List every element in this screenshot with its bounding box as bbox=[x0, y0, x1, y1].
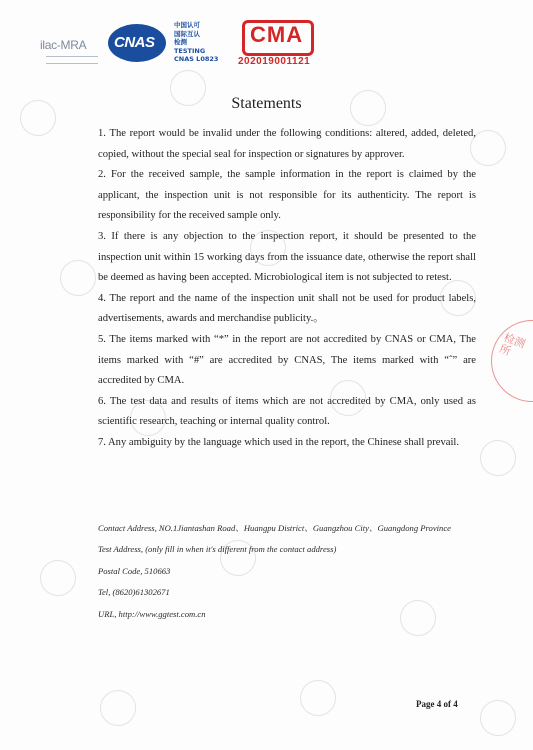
test-address: Test Address, (only fill in when it's different from the contact address) bbox=[98, 544, 337, 555]
telephone: Tel, (8620)61302671 bbox=[98, 587, 170, 598]
seal-text: 检测所 bbox=[497, 330, 527, 359]
contact-address: Contact Address, NO.1Jiantashan Road、Huangpu District、Guangzhou City、Guangdong Province bbox=[98, 523, 451, 533]
ilac-mra-logo bbox=[40, 26, 102, 66]
cnas-label: CNAS bbox=[114, 34, 155, 51]
testing-line: 中国认可 bbox=[174, 21, 200, 29]
watermark-mark bbox=[473, 433, 522, 482]
statement-item: 4. The report and the name of the inspection unit shall not be used for product labels, advertisements, awards and merchandise publicity.。 bbox=[98, 292, 476, 325]
ilac-mra-underline bbox=[46, 56, 98, 64]
statement-item: 5. The items marked with “*” in the report are not accredited by CNAS or CMA, The items marked with “#” are accredited by CNAS, The items marked with “ˆ” are accredited by CMA. bbox=[98, 333, 476, 387]
cma-label: CMA bbox=[250, 22, 304, 47]
testing-line: TESTING bbox=[174, 46, 206, 55]
watermark-mark bbox=[33, 553, 82, 602]
ilac-mra-label: ilac-MRA bbox=[40, 38, 87, 52]
page-number: Page 4 of 4 bbox=[416, 699, 458, 709]
postal-code: Postal Code, 510663 bbox=[98, 565, 171, 576]
testing-line: 国际互认 bbox=[174, 29, 200, 38]
testing-accreditation-text bbox=[174, 21, 234, 64]
accreditation-logos bbox=[40, 18, 360, 70]
statement-item: 1. The report would be invalid under the following conditions: altered, added, deleted, copied, without the special seal for inspection or signatures by approver. bbox=[98, 128, 476, 160]
page-title: Statements bbox=[231, 95, 302, 112]
statement-item: 2. For the received sample, the sample information in the report is claimed by the applicant, the inspection unit is not responsible for its authenticity. The report is responsibility for the received sample only. bbox=[98, 169, 476, 222]
statement-item: 3. If there is any objection to the inspection report, it should be presented to the inspection unit within 15 working days from the issuance date, otherwise the report shall be deemed as having been accepted. Microbiological item is not subjected to retest. bbox=[98, 230, 476, 284]
cnas-logo bbox=[108, 20, 168, 64]
statements-list bbox=[98, 124, 476, 454]
testing-line: CNAS L0823 bbox=[174, 55, 219, 63]
contact-block bbox=[98, 518, 488, 625]
testing-line: 检测 bbox=[174, 38, 187, 46]
cma-logo bbox=[238, 20, 316, 70]
website-url[interactable]: URL, http://www.ggtest.com.cn bbox=[98, 608, 206, 619]
watermark-mark bbox=[293, 673, 342, 722]
statement-item: 6. The test data and results of items which are not accredited by CMA, only used as scientific research, teaching or internal quality control. bbox=[98, 395, 476, 428]
watermark-mark bbox=[53, 253, 102, 302]
cma-number: 202019001121 bbox=[238, 56, 311, 67]
watermark-mark bbox=[93, 683, 142, 732]
watermark-mark bbox=[473, 693, 522, 742]
statement-item: 7. Any ambiguity by the language which used in the report, the Chinese shall prevail. bbox=[98, 436, 459, 448]
